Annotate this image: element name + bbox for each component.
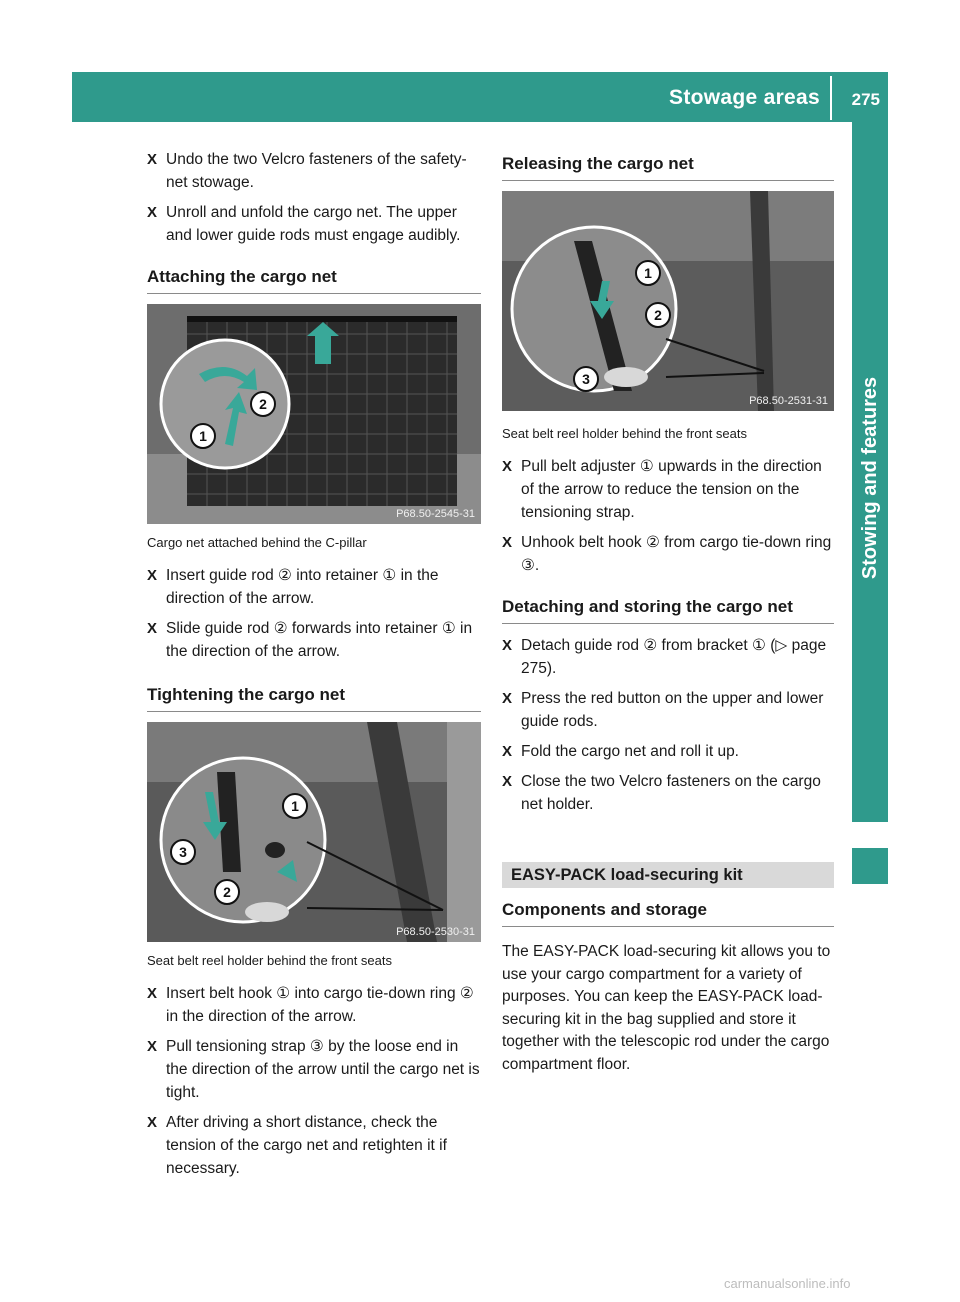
- figure-caption: Seat belt reel holder behind the front seats: [502, 426, 747, 441]
- photo-code: P68.50-2530-31: [396, 926, 475, 938]
- list-item: X Pull tensioning strap ③ by the loose end in the direction of the arrow until the cargo net is tight.: [147, 1035, 481, 1104]
- bullet-x-icon: X: [147, 1038, 158, 1055]
- section-heading: Tightening the cargo net: [147, 683, 481, 712]
- tensioning-illustration: [147, 722, 481, 942]
- list-item: X Press the red button on the upper and lower guide rods.: [502, 687, 834, 733]
- callout-1: 1: [199, 428, 207, 444]
- bullet-x-icon: X: [147, 204, 158, 221]
- watermark: carmanualsonline.info: [724, 1276, 851, 1291]
- bullet-x-icon: X: [502, 458, 513, 475]
- page-number: 275: [851, 90, 880, 109]
- list-item: X Close the two Velcro fasteners on the cargo net holder.: [502, 770, 834, 816]
- cargo-net-photo: [147, 304, 481, 524]
- figure-caption: Seat belt reel holder behind the front seats: [147, 953, 392, 968]
- page-title: Stowage areas: [669, 86, 820, 109]
- list-item: X Undo the two Velcro fasteners of the safety-net stowage.: [147, 148, 481, 194]
- list-item: X Insert guide rod ② into retainer ① in the direction of the arrow.: [147, 564, 481, 610]
- list-item: X Insert belt hook ① into cargo tie-down ring ② in the direction of the arrow.: [147, 982, 481, 1028]
- topic-heading-box: EASY-PACK load-securing kit: [502, 862, 834, 888]
- side-tab-marker: [852, 848, 888, 884]
- callout-2: 2: [223, 884, 231, 900]
- callout-1: 1: [291, 798, 299, 814]
- bullet-x-icon: X: [147, 1114, 158, 1131]
- bullet-x-icon: X: [147, 620, 158, 637]
- section-heading: Attaching the cargo net: [147, 265, 481, 294]
- bullet-x-icon: X: [502, 773, 513, 790]
- bullet-x-icon: X: [502, 743, 513, 760]
- callout-3: 3: [179, 844, 187, 860]
- header-bar: [72, 72, 888, 122]
- list-item: X After driving a short distance, check the tension of the cargo net and retighten it if necessary.: [147, 1111, 481, 1180]
- release-illustration: [502, 191, 834, 411]
- callout-2: 2: [259, 396, 267, 412]
- list-item: X Detach guide rod ② from bracket ① (▷ page 275).: [502, 634, 834, 680]
- callout-3: 3: [582, 371, 590, 387]
- release-photo: [502, 191, 834, 411]
- cargo-net-illustration: [147, 304, 481, 524]
- callout-1: 1: [644, 265, 652, 281]
- side-tab-label: Stowing and features: [859, 376, 881, 580]
- photo-code: P68.50-2531-31: [749, 395, 828, 407]
- list-item: X Unroll and unfold the cargo net. The upper and lower guide rods must engage audibly.: [147, 201, 481, 247]
- list-item: X Fold the cargo net and roll it up.: [502, 740, 834, 763]
- bullet-x-icon: X: [502, 534, 513, 551]
- left-column: [147, 148, 481, 1187]
- body-paragraph: The EASY-PACK load-securing kit allows you to use your cargo compartment for a variety of purposes. You can keep the EASY-PACK load-securing kit in the bag supplied and store it together with the telescopic rod under the cargo compartment floor.: [502, 943, 831, 1073]
- list-item: X Unhook belt hook ② from cargo tie-down ring ③.: [502, 531, 834, 577]
- bullet-x-icon: X: [502, 690, 513, 707]
- callout-2: 2: [654, 307, 662, 323]
- bullet-x-icon: X: [147, 567, 158, 584]
- list-item: X Slide guide rod ② forwards into retainer ① in the direction of the arrow.: [147, 617, 481, 663]
- bullet-x-icon: X: [502, 637, 513, 654]
- list-item: X Pull belt adjuster ① upwards in the direction of the arrow to reduce the tension on the tensioning strap.: [502, 455, 834, 524]
- header-separator: [830, 76, 832, 120]
- section-heading: Releasing the cargo net: [502, 152, 834, 181]
- tensioning-photo: [147, 722, 481, 942]
- section-heading: Detaching and storing the cargo net: [502, 595, 834, 624]
- figure-caption: Cargo net attached behind the C-pillar: [147, 535, 367, 550]
- photo-code: P68.50-2545-31: [396, 508, 475, 520]
- right-column: [502, 148, 834, 1076]
- bullet-x-icon: X: [147, 985, 158, 1002]
- section-heading: Components and storage: [502, 898, 834, 927]
- bullet-x-icon: X: [147, 151, 158, 168]
